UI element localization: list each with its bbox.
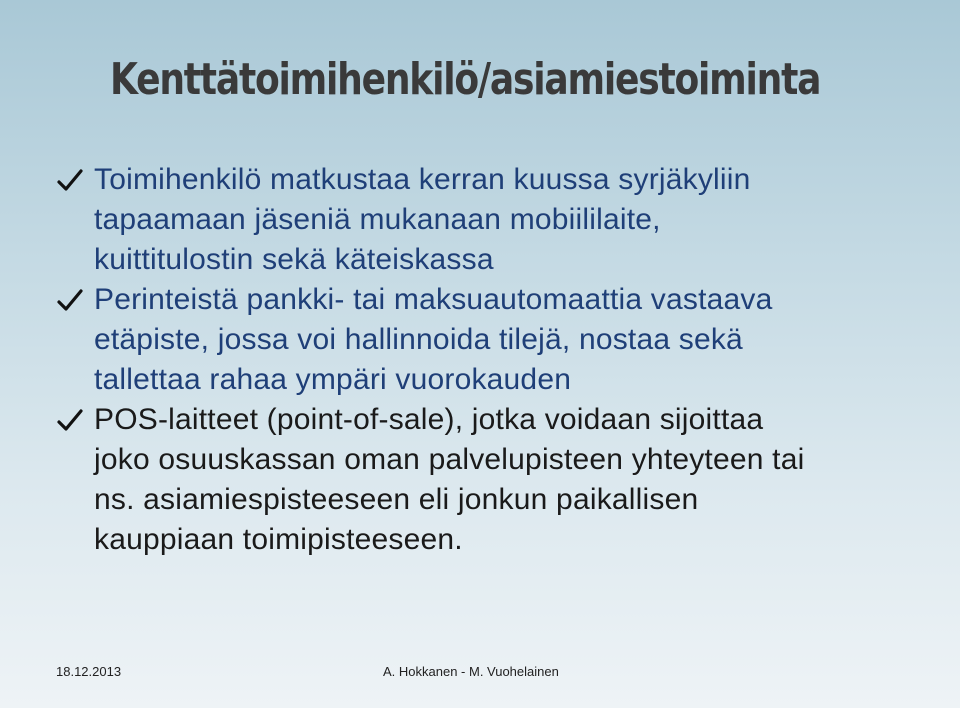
bullet-text-1: [94, 160, 916, 280]
bullet-line: ns. asiamiespisteeseen eli jonkun paikallisen: [94, 483, 699, 516]
bullet-line: etäpiste, jossa voi hallinnoida tilejä, nostaa sekä: [94, 323, 743, 356]
footer-authors: A. Hokkanen - M. Vuohelainen: [383, 664, 559, 679]
bullet-line: tapaamaan jäseniä mukanaan mobiililaite,: [94, 203, 661, 236]
bullet-text-3: [94, 400, 916, 560]
bullet-line: POS-laitteet (point-of-sale), jotka voidaan sijoittaa: [94, 403, 764, 436]
bullet-list: [56, 160, 916, 560]
bullet-line: tallettaa rahaa ympäri vuorokauden: [94, 363, 572, 396]
bullet-text-2: [94, 280, 916, 400]
footer-date: 18.12.2013: [56, 664, 122, 679]
checkmark-icon: [56, 407, 84, 435]
bullet-item-1: [56, 160, 916, 280]
bullet-item-3: [56, 400, 916, 560]
checkmark-icon: [56, 287, 84, 315]
bullet-item-2: [56, 280, 916, 400]
bullet-line: joko osuuskassan oman palvelupisteen yhteyteen tai: [94, 443, 805, 476]
checkmark-icon: [56, 167, 84, 195]
bullet-line: Perinteistä pankki- tai maksuautomaattia vastaava: [94, 283, 773, 316]
bullet-line: kauppiaan toimipisteeseen.: [94, 523, 463, 556]
bullet-line: kuittitulostin sekä käteiskassa: [94, 243, 494, 276]
bullet-line: Toimihenkilö matkustaa kerran kuussa syrjäkyliin: [94, 163, 751, 196]
slide-title: Kenttätoimihenkilö/asiamiestoiminta: [110, 54, 821, 105]
